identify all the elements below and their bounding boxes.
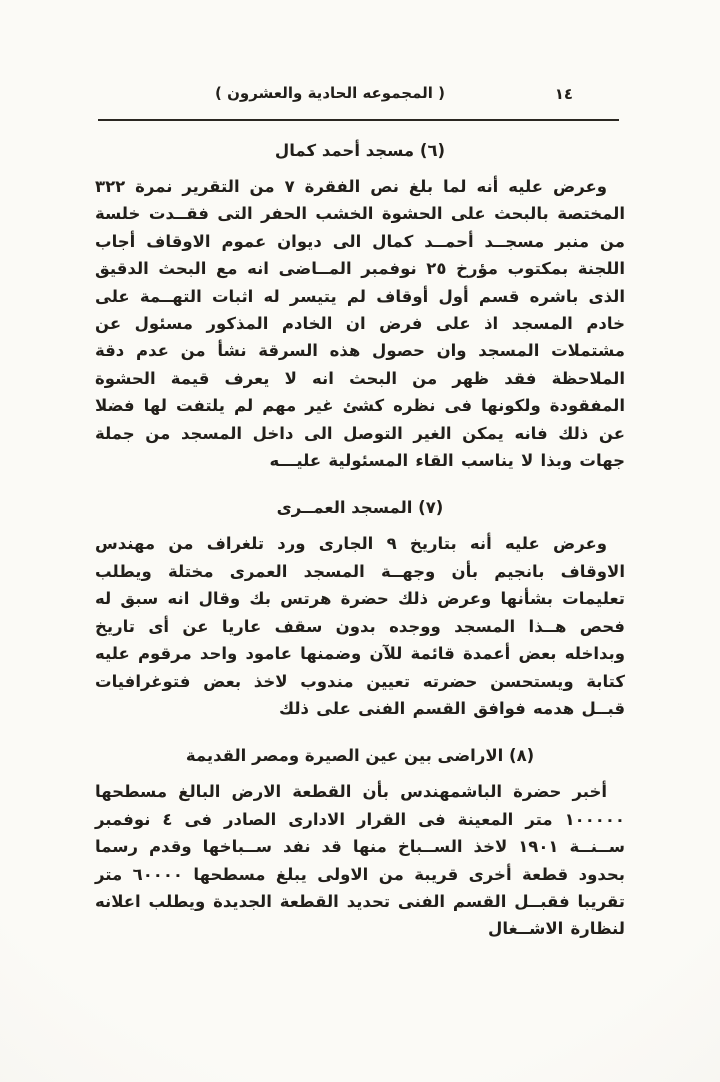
section-heading: (٦) مسجد أحمد كمال: [274, 141, 446, 160]
page-header: [97, 84, 623, 110]
header-rule: [98, 119, 619, 121]
section-lands-ain-sira: [95, 746, 625, 942]
section-mosque-ahmad-kamal: [95, 141, 625, 474]
section-heading: (٧) المسجد العمــرى: [276, 498, 444, 518]
journal-title: ( المجموعه الحادية والعشرون ): [215, 84, 445, 102]
section-omari-mosque: [95, 498, 625, 722]
section-body: أخبر حضرة الباشمهندس بأن القطعة الارض البالغ مسطحها ١٠٠٠٠٠ متر المعينة فى القرار الادارى الصادر فى ٤ نوفمبر ســنــة ١٩٠١ لاخذ الســباخ منها قد نفد ســباخها وقدم رسما بحدود قطعة أخرى قريبة من الاولى يبلغ مسطحها ٦٠٠٠٠ متر تقريبا فقبــل القسم الفنى تحديد القطعة الجديدة ويطلب اعلانه لنظارة الاشــغال: [95, 782, 625, 939]
document-body: [95, 130, 625, 943]
section-heading: (٨) الاراضى بين عين الصيرة ومصر القديمة: [185, 746, 535, 766]
page-number: ١٤: [554, 85, 573, 103]
section-body: وعرض عليه أنه بتاريخ ٩ الجارى ورد تلغراف من مهندس الاوقاف بانجيم بأن وجهــة المسجد العمرى مختلة ويطلب تعليمات بشأنها وعرض ذلك حضرة هرتس بك وقال انه سبق له فحص هــذا المسجد ووجده بدون سقف عاريا عن أى تاريخ وبداخله بعض أعمدة قائمة للآن وضمنها عامود واحد مرقوم عليه كتابة ويستحسن حضرته تعيين مندوب لاخذ بعض فتوغرافيات قبــل هدمه فوافق القسم الفنى على ذلك: [95, 534, 625, 718]
section-body: وعرض عليه أنه لما بلغ نص الفقرة ٧ من التقرير نمرة ٣٢٢ المختصة بالبحث على الحشوة الخشب الحفر التى فقــدت خلسة من منبر مسجــد أحمــد كمال الى ديوان عموم الاوقاف أجاب اللجنة بمكتوب مؤرخ ٢٥ نوفمبر المــاضى انه مع البحث الدقيق الذى باشره قسم أول أوقاف لم يتيسر له اثبات التهــمة على خادم المسجد اذ على فرض ان الخادم المذكور مسئول عن مشتملات المسجد وان حصول هذه السرقة نشأ من عدم دقة الملاحظة فقد ظهر من البحث انه لا يعرف قيمة الحشوة المفقودة ولكونها فى نظره كشئ غير مهم لم يلتفت لها فضلا عن ذلك فانه يمكن الغير التوصل الى داخل المسجد من جملة جهات وبذا لا يناسب القاء المسئولية عليـــه: [95, 177, 626, 471]
